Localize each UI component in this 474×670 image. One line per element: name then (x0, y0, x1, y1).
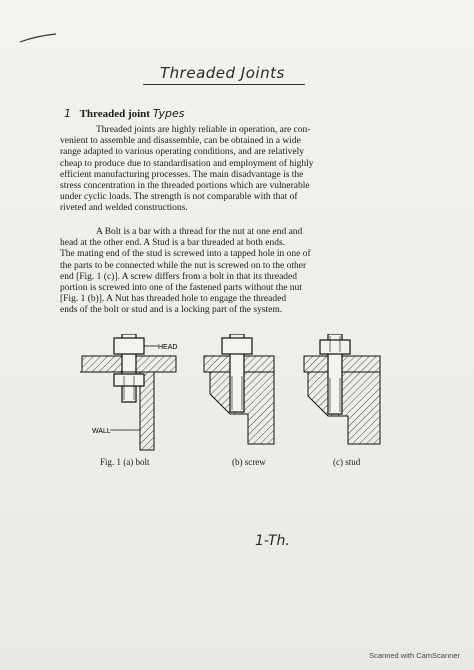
text-line: range adapted to various operating conditions, and are relatively (60, 147, 305, 158)
text-line: Threaded joints are highly reliable in operation, are con- (96, 125, 311, 135)
page-title: Threaded Joints (160, 64, 285, 82)
text-line: end [Fig. 1 (c)]. A screw differs from a bolt in that its threaded (60, 271, 297, 282)
text-line: ends of the bolt or stud and is a locking part of the system. (60, 305, 283, 316)
screw-diagram (204, 334, 274, 444)
paragraph-intro (60, 125, 428, 215)
text-line: portion is screwed into one of the fastened parts without the nut (60, 283, 302, 294)
handwritten-types: Types (152, 107, 185, 120)
handwritten-note: 1-Th. (255, 533, 290, 549)
bolt-diagram (80, 334, 177, 450)
fastener-figure (80, 334, 400, 454)
text-line: under cyclic loads. The strength is not comparable with that of (60, 192, 298, 203)
caption-stud: (c) stud (333, 457, 361, 467)
head-label: HEAD (158, 344, 178, 351)
text-line: the parts to be connected while the nut is screwed on to the other (60, 260, 307, 271)
text-line: head at the other end. A Stud is a bar threaded at both ends. (60, 238, 286, 249)
text-line: [Fig. 1 (b)]. A Nut has threaded hole to engage the threaded (60, 294, 287, 305)
wall-label: WALL (92, 428, 111, 435)
paragraph-definitions (60, 227, 428, 317)
text-line: venient to assemble and disassemble, can be obtained in a wide (60, 136, 301, 147)
text-line: cheap to produce due to standardisation and employment of highly (60, 158, 314, 169)
caption-screw: (b) screw (232, 457, 266, 467)
text-line: The mating end of the stud is screwed into a tapped hole in one of (60, 249, 311, 260)
text-line: A Bolt is a bar with a thread for the nut at one end and (96, 227, 303, 237)
section-heading-text: Threaded joint (79, 108, 150, 120)
caption-bolt: Fig. 1 (a) bolt (100, 457, 150, 467)
text-line: stress concentration in the threaded portions which are vulnerable (60, 181, 310, 192)
pen-stroke-mark (18, 32, 58, 44)
title-underline (143, 84, 305, 85)
section-number: 1 (64, 107, 71, 120)
stud-diagram (304, 334, 380, 444)
section-heading (64, 107, 184, 120)
text-line: riveted and welded constructions. (60, 203, 188, 214)
text-line: efficient manufacturing processes. The main disadvantage is the (60, 169, 304, 180)
camscanner-watermark: Scanned with CamScanner (369, 651, 460, 660)
